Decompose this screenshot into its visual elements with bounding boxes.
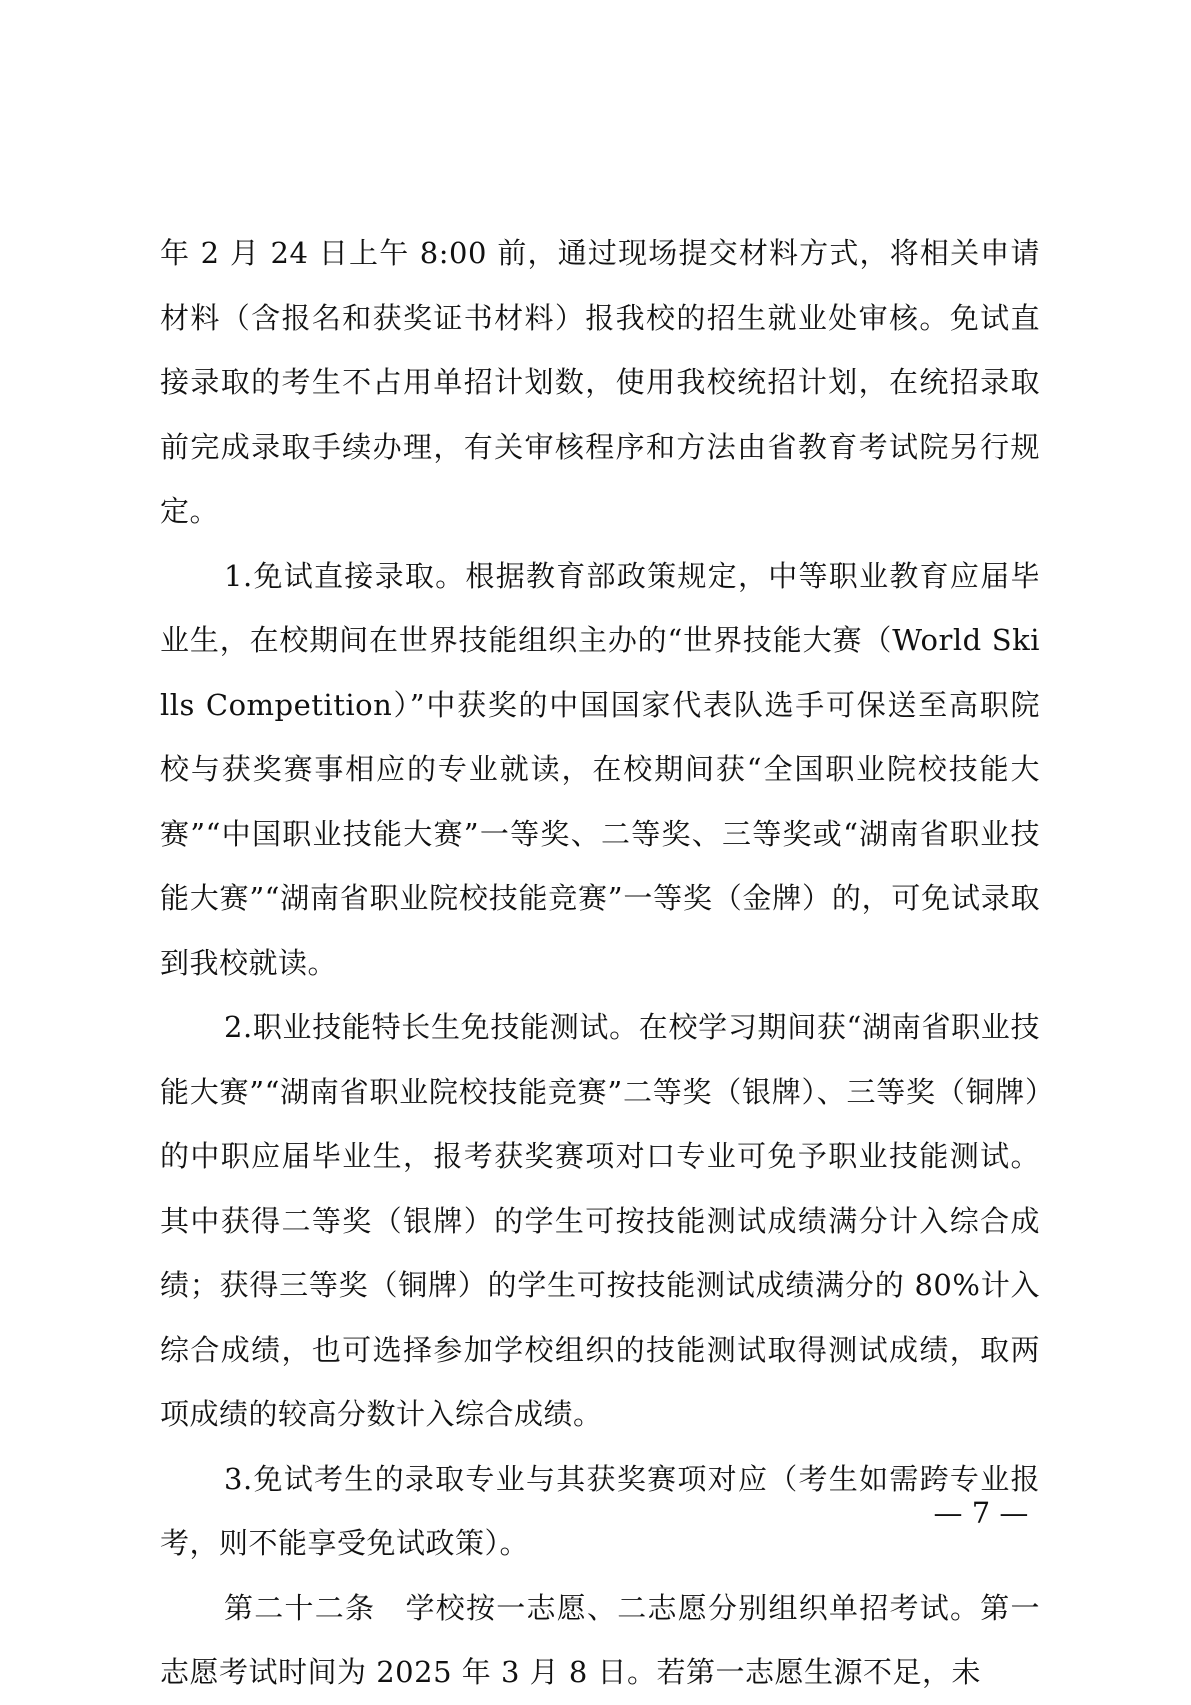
body-text — [160, 221, 1040, 1705]
paragraph-major-correspondence: 3.免试考生的录取专业与其获奖赛项对应（考生如需跨专业报考，则不能享受免试政策）。 — [160, 1461, 1040, 1560]
paragraph-article-22: 第二十二条 学校按一志愿、二志愿分别组织单招考试。第一志愿考试时间为 2025 年 3 月 8 日。若第一志愿生源不足，未 — [160, 1590, 1040, 1689]
paragraph-continuation: 年 2 月 24 日上午 8:00 前，通过现场提交材料方式，将相关申请材料（含报名和获奖证书材料）报我校的招生就业处审核。免试直接录取的考生不占用单招计划数，使用我校统招计划，在统招录取前完成录取手续办理，有关审核程序和方法由省教育考试院另行规定。 — [160, 236, 1040, 528]
paragraph-skill-test-exemption: 2.职业技能特长生免技能测试。在校学习期间获“湖南省职业技能大赛”“湖南省职业院校技能竞赛”二等奖（银牌）、三等奖（铜牌）的中职应届毕业生，报考获奖赛项对口专业可免予职业技能测试。其中获得二等奖（银牌）的学生可按技能测试成绩满分计入综合成绩；获得三等奖（铜牌）的学生可按技能测试成绩满分的 80%计入综合成绩，也可选择参加学校组织的技能测试取得测试成绩，取两项成绩的较高分数计入综合成绩。 — [160, 1010, 1040, 1431]
paragraph-direct-admission: 1.免试直接录取。根据教育部政策规定，中等职业教育应届毕业生，在校期间在世界技能组织主办的“世界技能大赛（World Skills Competition）”中获奖的中国国家代表队选手可保送至高职院校与获奖赛事相应的专业就读，在校期间获“全国职业院校技能大赛”“中国职业技能大赛”一等奖、二等奖、三等奖或“湖南省职业技能大赛”“湖南省职业院校技能竞赛”一等奖（金牌）的，可免试录取到我校就读。 — [160, 558, 1040, 980]
page-number: — 7 — — [933, 1496, 1029, 1530]
